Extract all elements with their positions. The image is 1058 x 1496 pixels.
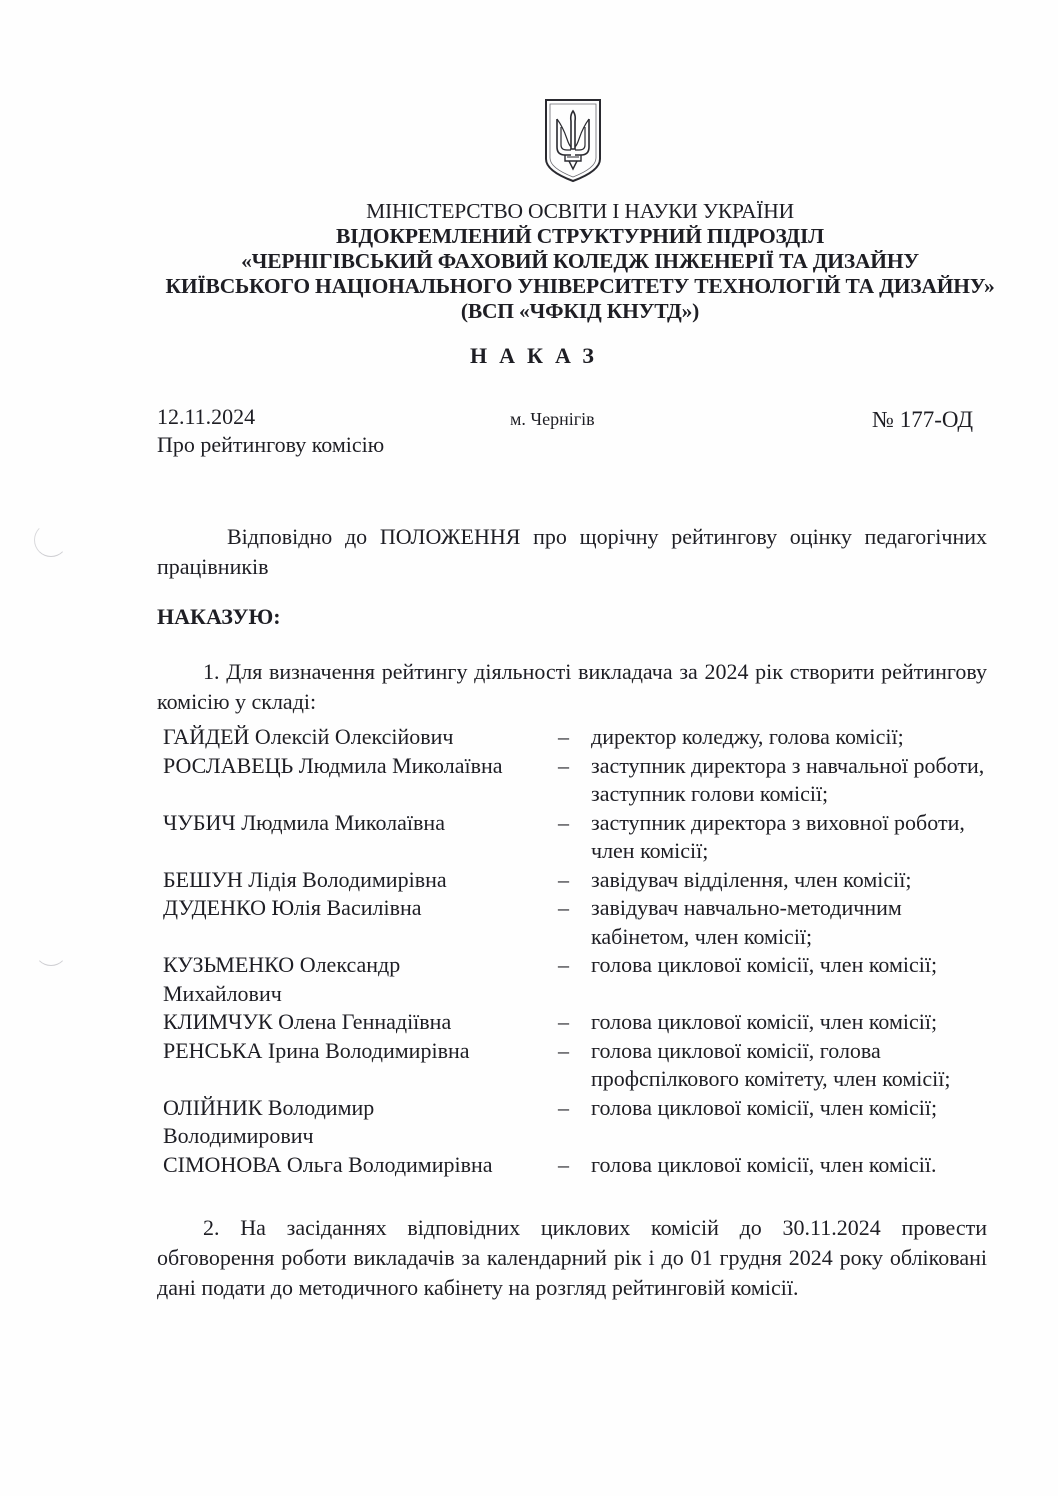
member-row	[163, 1008, 1003, 1037]
college-abbreviation: (ВСП «ЧФКІД КНУТД»)	[460, 299, 700, 323]
member-name: РОСЛАВЕЦЬ Людмила Миколаївна	[163, 752, 503, 778]
order-item-1: 1. Для визначення рейтингу діяльності викладача за 2024 рік створити рейтингову комісію у складі:	[157, 659, 987, 714]
dash-separator: –	[558, 724, 569, 749]
order-subject: Про рейтингову комісію	[157, 432, 385, 457]
commission-members-list	[163, 723, 1003, 1179]
college-name-line-2: КИЇВСЬКОГО НАЦІОНАЛЬНОГО УНІВЕРСИТЕТУ ТЕХНОЛОГІЙ ТА ДИЗАЙНУ»	[165, 274, 995, 298]
member-role: директор коледжу, голова комісії;	[591, 724, 904, 749]
dash-separator: –	[558, 1151, 569, 1177]
member-row	[163, 723, 1003, 752]
member-role: голова циклової комісії, член комісії;	[591, 952, 938, 977]
member-role: заступник директора з виховної роботи, член комісії;	[591, 809, 965, 863]
member-row	[163, 752, 1003, 809]
order-date: 12.11.2024	[157, 404, 256, 429]
document-type-title: НАКАЗ	[470, 343, 606, 368]
member-name: КЛИМЧУК Олена Геннадіївна	[163, 1009, 452, 1034]
member-role: завідувач відділення, член комісії;	[591, 866, 912, 892]
institution-header	[140, 199, 1020, 324]
college-name-line-1: «ЧЕРНІГІВСЬКИЙ ФАХОВИЙ КОЛЕДЖ ІНЖЕНЕРІЇ ТА ДИЗАЙНУ	[241, 249, 919, 273]
member-name: ОЛІЙНИК Володимир Володимирович	[163, 1094, 375, 1148]
dash-separator: –	[558, 1037, 569, 1063]
tryzub-coat-of-arms-icon	[543, 97, 603, 183]
member-role: голова циклової комісії, член комісії.	[591, 1151, 937, 1177]
member-row	[163, 1151, 1003, 1180]
preamble-paragraph: Відповідно до ПОЛОЖЕННЯ про щорічну рейтингову оцінку педагогічних працівників	[157, 524, 987, 579]
order-item-2: 2. На засіданнях відповідних циклових комісій до 30.11.2024 провести обговорення роботи викладачів за календарний рік і до 01 грудня 2024 року обліковані дані подати до методичного кабінету на розгляд рейтинговій комісії.	[157, 1215, 987, 1300]
member-row	[163, 1037, 1003, 1094]
dash-separator: –	[558, 809, 569, 835]
dash-separator: –	[558, 1094, 569, 1120]
dash-separator: –	[558, 752, 569, 778]
dash-separator: –	[558, 895, 569, 920]
member-row	[163, 951, 1003, 1008]
member-name: ДУДЕНКО Юлія Василівна	[163, 895, 422, 920]
subdivision-title: ВІДОКРЕМЛЕНИЙ СТРУКТУРНИЙ ПІДРОЗДІЛ	[336, 224, 824, 248]
member-role: завідувач навчально-методичним кабінетом, член комісії;	[591, 895, 902, 949]
member-name: РЕНСЬКА Ірина Володимирівна	[163, 1037, 470, 1063]
member-name: СІМОНОВА Ольга Володимирівна	[163, 1151, 493, 1177]
member-name: БЕШУН Лідія Володимирівна	[163, 866, 447, 892]
dash-separator: –	[558, 866, 569, 892]
member-name: ЧУБИЧ Людмила Миколаївна	[163, 809, 445, 835]
order-heading: НАКАЗУЮ:	[157, 604, 281, 629]
member-row	[163, 866, 1003, 895]
order-city: м. Чернігів	[510, 409, 595, 429]
punch-hole-mark	[34, 523, 68, 557]
dash-separator: –	[558, 1009, 569, 1034]
member-role: голова циклової комісії, голова профспілкового комітету, член комісії;	[591, 1037, 951, 1091]
ministry-name: МІНІСТЕРСТВО ОСВІТИ І НАУКИ УКРАЇНИ	[366, 199, 794, 223]
member-row	[163, 809, 1003, 866]
member-role: голова циклової комісії, член комісії;	[591, 1094, 938, 1120]
member-role: голова циклової комісії, член комісії;	[591, 1009, 938, 1034]
order-number: № 177-ОД	[872, 407, 974, 432]
dash-separator: –	[558, 952, 569, 977]
member-role: заступник директора з навчальної роботи, заступник голови комісії;	[591, 752, 985, 806]
member-name: КУЗЬМЕНКО Олександр Михайлович	[163, 952, 401, 1006]
member-row	[163, 894, 1003, 951]
member-row	[163, 1094, 1003, 1151]
punch-hole-mark	[34, 932, 68, 966]
member-name: ГАЙДЕЙ Олексій Олексійович	[163, 724, 454, 749]
